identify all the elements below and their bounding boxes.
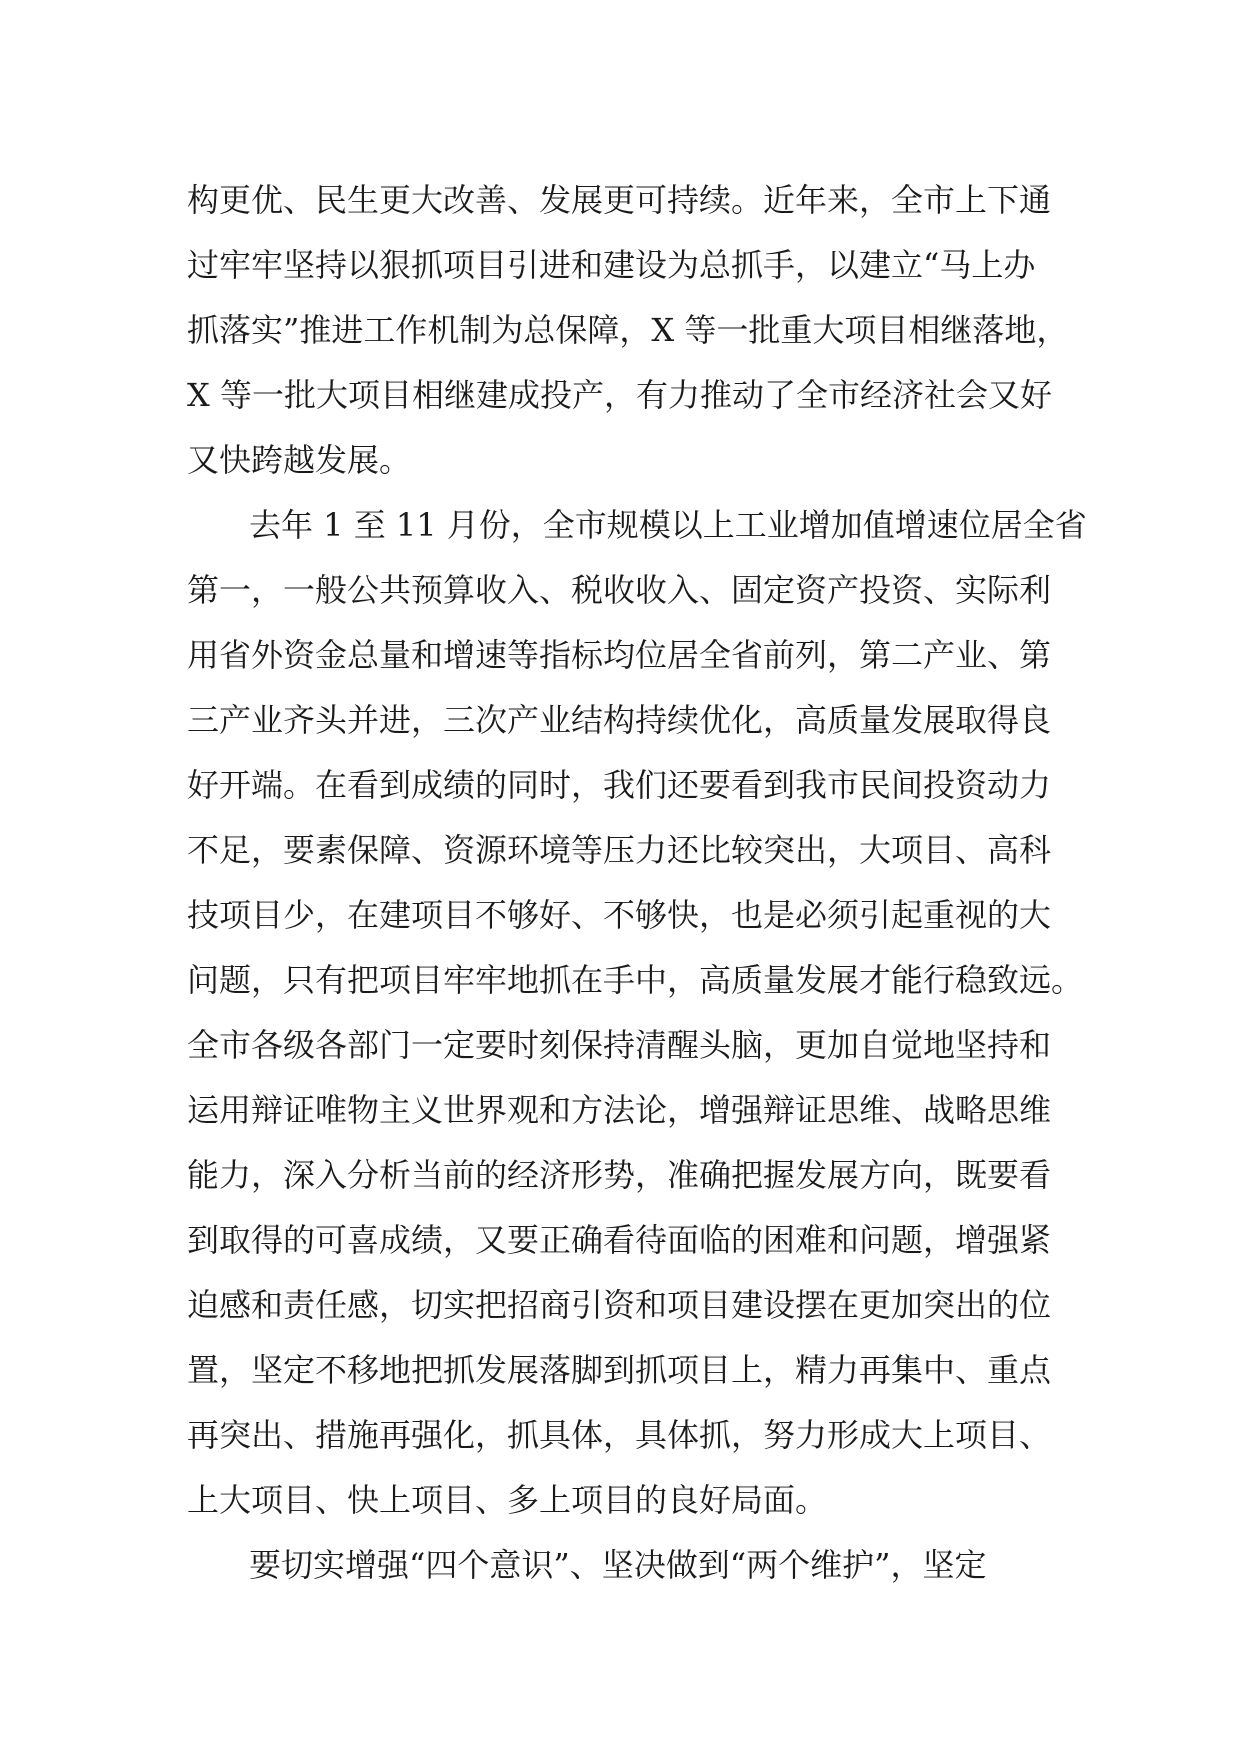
text-line: 迫感和责任感，切实把招商引资和项目建设摆在更加突出的位 [187,1286,1052,1324]
text-line: 到取得的可喜成绩，又要正确看待面临的困难和问题，增强紧 [187,1221,1052,1259]
body-text [187,168,1087,1598]
text-line: 置，坚定不移地把抓发展落脚到抓项目上，精力再集中、重点 [187,1351,1052,1389]
text-line: 用省外资金总量和增速等指标均位居全省前列，第二产业、第 [187,636,1052,674]
text-line: 过牢牢坚持以狠抓项目引进和建设为总抓手，以建立“马上办 [187,246,1036,284]
text-line: 三产业齐头并进，三次产业结构持续优化，高质量发展取得良 [187,701,1052,739]
text-line: 又快跨越发展。 [187,441,412,479]
text-line: 技项目少，在建项目不够好、不够快，也是必须引起重视的大 [187,896,1052,934]
text-line: 好开端。在看到成绩的同时，我们还要看到我市民间投资动力 [187,766,1052,804]
text-line: 抓落实”推进工作机制为总保障，X 等一批重大项目相继落地， [187,311,1069,349]
text-line: 构更优、民生更大改善、发展更可持续。近年来，全市上下通 [187,181,1052,219]
text-line: 全市各级各部门一定要时刻保持清醒头脑，更加自觉地坚持和 [187,1026,1052,1064]
text-line: 上大项目、快上项目、多上项目的良好局面。 [187,1481,828,1519]
paragraph-first-line: 去年 1 至 11 月份，全市规模以上工业增加值增速位居全省 [249,506,1087,544]
text-line: X 等一批大项目相继建成投产，有力推动了全市经济社会又好 [187,376,1052,414]
text-line: 不足，要素保障、资源环境等压力还比较突出，大项目、高科 [187,831,1052,869]
paragraph-first-line: 要切实增强“四个意识”、坚决做到“两个维护”，坚定 [249,1546,987,1584]
text-line: 第一，一般公共预算收入、税收收入、固定资产投资、实际利 [187,571,1052,609]
text-line: 能力，深入分析当前的经济形势，准确把握发展方向，既要看 [187,1156,1052,1194]
text-line: 问题，只有把项目牢牢地抓在手中，高质量发展才能行稳致远。 [187,961,1084,999]
text-line: 再突出、措施再强化，抓具体，具体抓，努力形成大上项目、 [187,1416,1052,1454]
text-line: 运用辩证唯物主义世界观和方法论，增强辩证思维、战略思维 [187,1091,1052,1129]
